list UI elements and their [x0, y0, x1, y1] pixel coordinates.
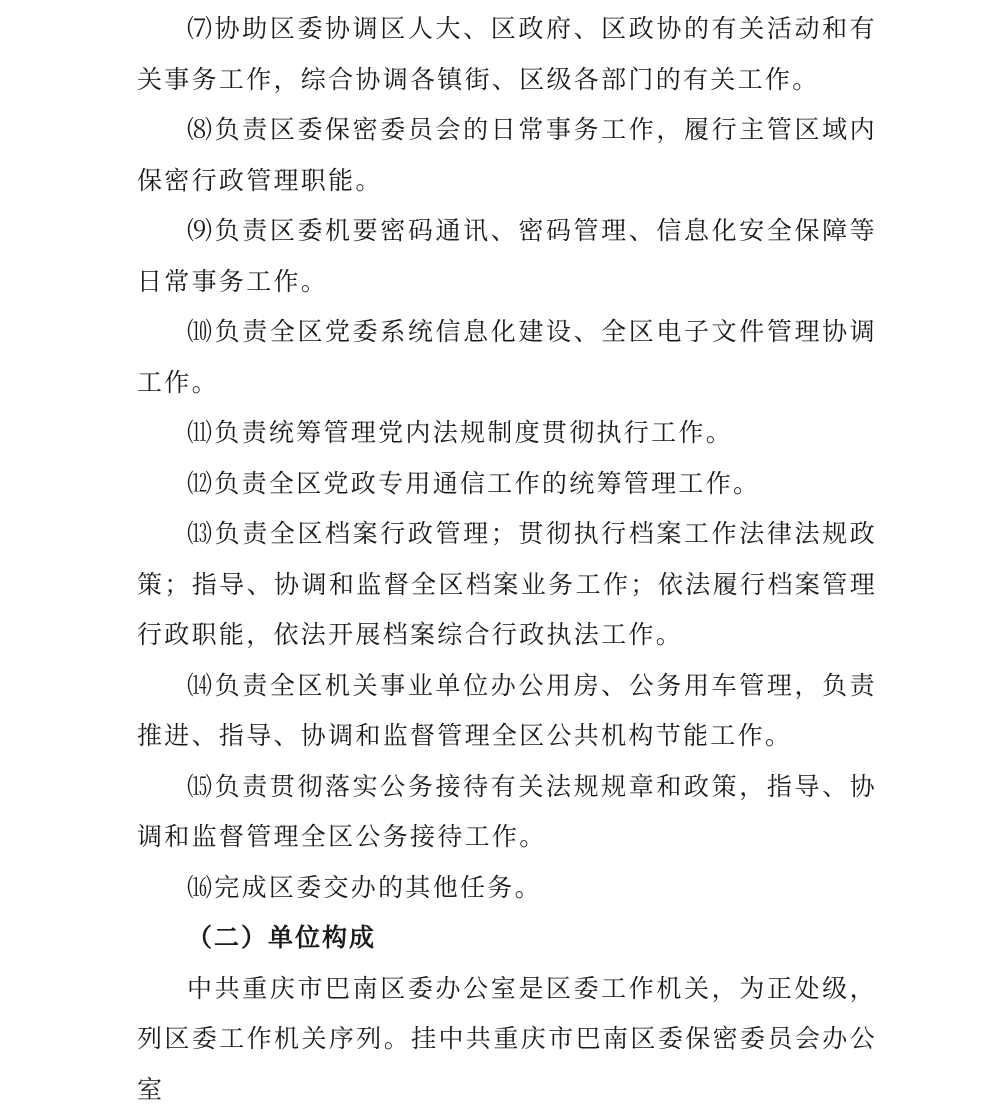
section-paragraph: 中共重庆市巴南区委办公室是区委工作机关，为正处级，列区委工作机关序列。挂中共重庆市巴南区委保密委员会办公室 — [137, 964, 877, 1115]
duty-item-7: ⑺协助区委协调区人大、区政府、区政协的有关活动和有关事务工作，综合协调各镇街、区级各部门的有关工作。 — [137, 4, 877, 105]
duty-item-16: ⒃完成区委交办的其他任务。 — [137, 863, 877, 914]
duty-item-14: ⒁负责全区机关事业单位办公用房、公务用车管理，负责推进、指导、协调和监督管理全区公共机构节能工作。 — [137, 661, 877, 762]
section-heading: （二）单位构成 — [137, 913, 877, 964]
duty-item-15: ⒂负责贯彻落实公务接待有关法规规章和政策，指导、协调和监督管理全区公务接待工作。 — [137, 762, 877, 863]
duty-item-13: ⒀负责全区档案行政管理；贯彻执行档案工作法律法规政策；指导、协调和监督全区档案业务工作；依法履行档案管理行政职能，依法开展档案综合行政执法工作。 — [137, 509, 877, 661]
duty-item-11: ⑾负责统筹管理党内法规制度贯彻执行工作。 — [137, 408, 877, 459]
duty-item-9: ⑼负责区委机要密码通讯、密码管理、信息化安全保障等日常事务工作。 — [137, 206, 877, 307]
duty-item-8: ⑻负责区委保密委员会的日常事务工作，履行主管区域内保密行政管理职能。 — [137, 105, 877, 206]
duty-item-10: ⑽负责全区党委系统信息化建设、全区电子文件管理协调工作。 — [137, 307, 877, 408]
duty-item-12: ⑿负责全区党政专用通信工作的统筹管理工作。 — [137, 459, 877, 510]
document-body — [137, 4, 877, 1115]
